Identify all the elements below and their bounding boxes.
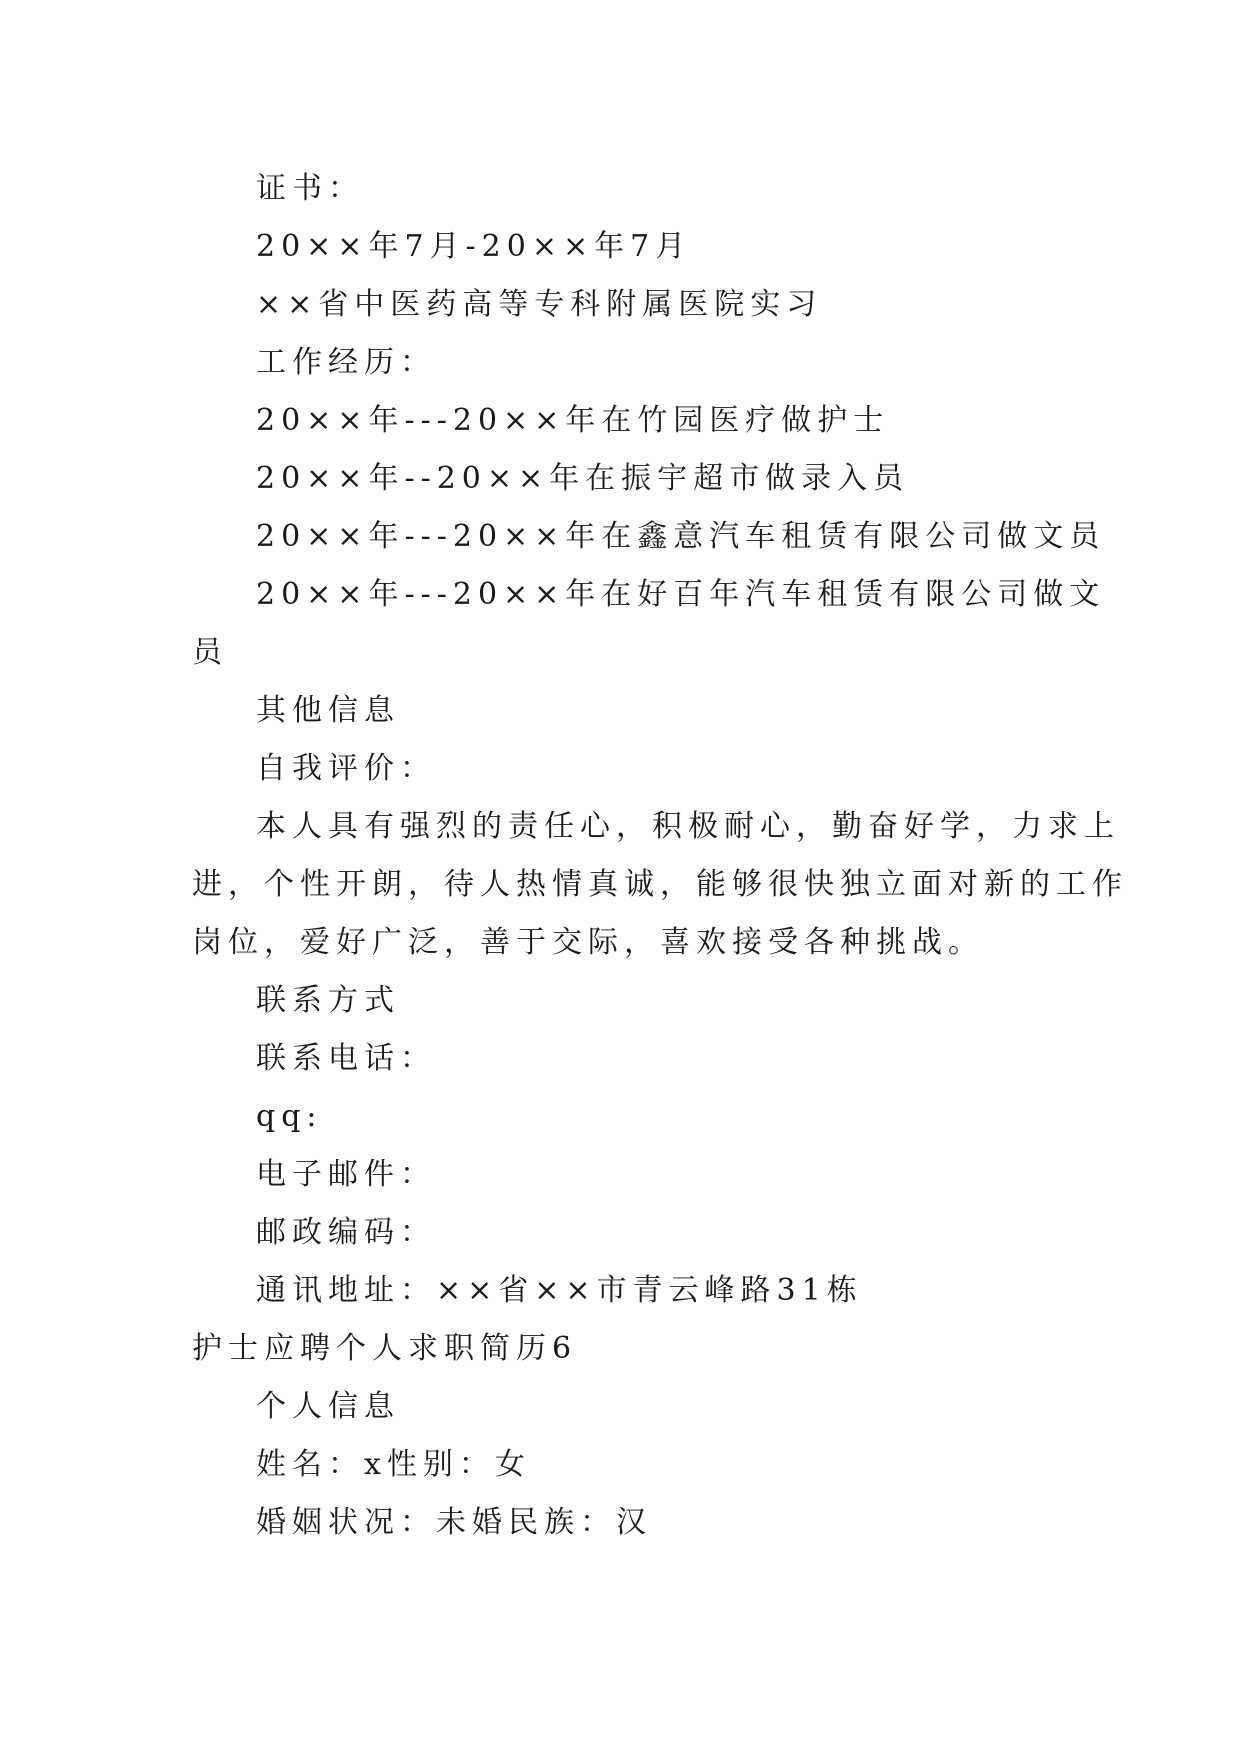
self-evaluation-label: 自我评价： xyxy=(256,751,436,786)
certificate-label: 证书： xyxy=(256,171,364,206)
internship-hospital: ××省中医药高等专科附属医院实习 xyxy=(256,287,823,322)
other-info-heading: 其他信息 xyxy=(256,693,400,728)
work-item: 20××年---20××年在鑫意汽车租赁有限公司做文员 xyxy=(256,519,1106,554)
internship-period: 20××年7月-20××年7月 xyxy=(256,229,692,264)
resume-title: 护士应聘个人求职简历6 xyxy=(192,1331,578,1366)
personal-info-heading: 个人信息 xyxy=(256,1389,400,1424)
work-item: 20××年--20××年在振宇超市做录入员 xyxy=(256,461,910,496)
self-evaluation-line-3: 岗位，爱好广泛，善于交际，喜欢接受各种挑战。 xyxy=(192,925,984,960)
name-gender: 姓名：x性别：女 xyxy=(256,1447,531,1482)
work-item: 20××年---20××年在竹园医疗做护士 xyxy=(256,403,890,438)
self-evaluation-line-1: 本人具有强烈的责任心，积极耐心，勤奋好学，力求上 xyxy=(256,809,1120,844)
contact-email: 电子邮件： xyxy=(256,1157,436,1192)
marital-ethnic: 婚姻状况：未婚民族：汉 xyxy=(256,1505,652,1540)
self-evaluation-line-2: 进，个性开朗，待人热情真诚，能够很快独立面对新的工作 xyxy=(192,867,1128,902)
contact-postcode: 邮政编码： xyxy=(256,1215,436,1250)
work-experience-heading: 工作经历： xyxy=(256,345,436,380)
contact-qq: qq: xyxy=(256,1099,323,1134)
document-body xyxy=(192,160,1128,1552)
work-item-part2: 员 xyxy=(192,635,228,670)
contact-phone: 联系电话： xyxy=(256,1041,436,1076)
contact-address: 通讯地址：××省××市青云峰路31栋 xyxy=(256,1273,863,1308)
work-item-part1: 20××年---20××年在好百年汽车租赁有限公司做文 xyxy=(256,577,1106,612)
contact-heading: 联系方式 xyxy=(256,983,400,1018)
